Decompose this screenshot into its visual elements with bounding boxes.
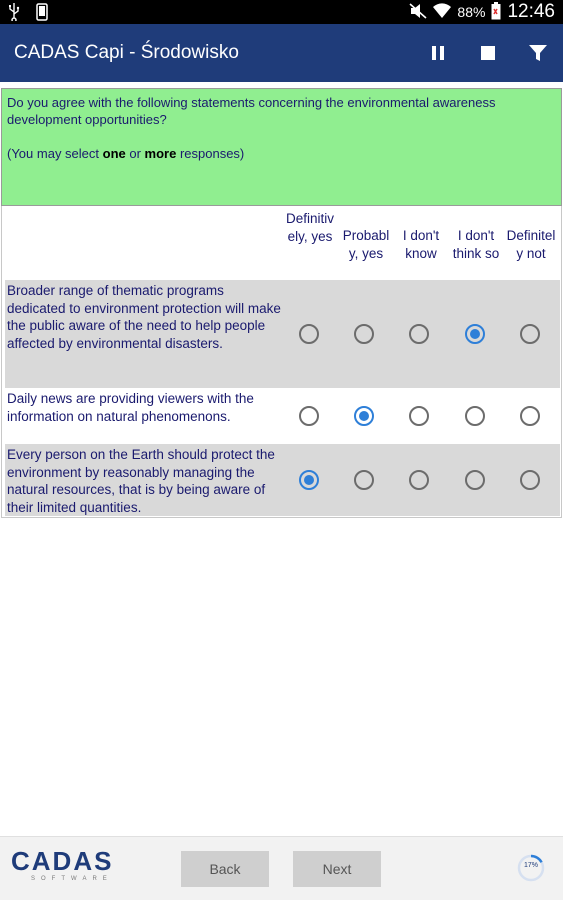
question-text: Do you agree with the following statements concerning the environmental awareness development opportunities?	[7, 95, 496, 127]
battery-percent: 88%	[457, 4, 486, 20]
statement-row-1	[5, 280, 560, 388]
column-header-dont-know: I don't know	[402, 228, 440, 261]
progress-label: 17%	[523, 862, 538, 869]
statement-row-3	[5, 444, 560, 516]
pause-icon[interactable]	[425, 40, 451, 66]
radio-row1-dont-know[interactable]	[409, 324, 429, 344]
status-bar	[0, 0, 563, 24]
stop-icon[interactable]	[475, 40, 501, 66]
column-header-definitely-not: Definitel y not	[506, 228, 556, 261]
radio-row1-probably-yes[interactable]	[354, 324, 374, 344]
radio-row2-definitely-not[interactable]	[520, 406, 540, 426]
statement-text-1: Broader range of thematic programs dedicated to environment protection will make the public aware of the need to help people affected by environmental disasters.	[7, 283, 281, 351]
app-title: CADAS Capi - Środowisko	[14, 42, 239, 63]
radio-row3-probably-yes[interactable]	[354, 470, 374, 490]
filter-icon[interactable]	[525, 40, 551, 66]
radio-row3-definitely-yes[interactable]	[299, 470, 319, 490]
column-header-dont-think-so: I don't think so	[452, 228, 500, 261]
question-box	[1, 88, 562, 206]
radio-row2-probably-yes[interactable]	[354, 406, 374, 426]
statement-row-2	[5, 388, 560, 444]
question-hint: (You may select one or more responses)	[7, 146, 245, 161]
progress-indicator	[516, 853, 546, 883]
radio-row1-definitely-not[interactable]	[520, 324, 540, 344]
app-bar	[0, 24, 563, 82]
clock: 12:46	[507, 1, 555, 22]
battery-icon	[491, 2, 501, 23]
next-button[interactable]: Next	[293, 851, 381, 887]
cadas-logo: CADAS SOFTWARE	[11, 846, 114, 882]
statement-text-2: Daily news are providing viewers with the information on natural phenomenons.	[7, 391, 254, 424]
footer-bar	[0, 836, 563, 900]
column-header-probably-yes: Probabl y, yes	[342, 228, 390, 261]
response-grid	[1, 206, 562, 518]
mute-icon	[409, 3, 427, 22]
radio-row3-dont-think-so[interactable]	[465, 470, 485, 490]
radio-row3-definitely-not[interactable]	[520, 470, 540, 490]
back-button[interactable]: Back	[181, 851, 269, 887]
radio-row1-definitely-yes[interactable]	[299, 324, 319, 344]
radio-row3-dont-know[interactable]	[409, 470, 429, 490]
radio-row2-definitely-yes[interactable]	[299, 406, 319, 426]
hint-one: one	[102, 146, 126, 161]
radio-row2-dont-know[interactable]	[409, 406, 429, 426]
statement-text-3: Every person on the Earth should protect the environment by reasonably managing the natural resources, that is by being aware of their limited quantities.	[7, 447, 275, 515]
radio-row1-dont-think-so[interactable]	[465, 324, 485, 344]
radio-row2-dont-think-so[interactable]	[465, 406, 485, 426]
column-header-definitely-yes: Definitiv ely, yes	[285, 211, 334, 244]
hint-more: more	[144, 146, 177, 161]
wifi-icon	[433, 3, 451, 22]
phone-icon	[36, 3, 48, 26]
usb-icon	[8, 3, 20, 26]
